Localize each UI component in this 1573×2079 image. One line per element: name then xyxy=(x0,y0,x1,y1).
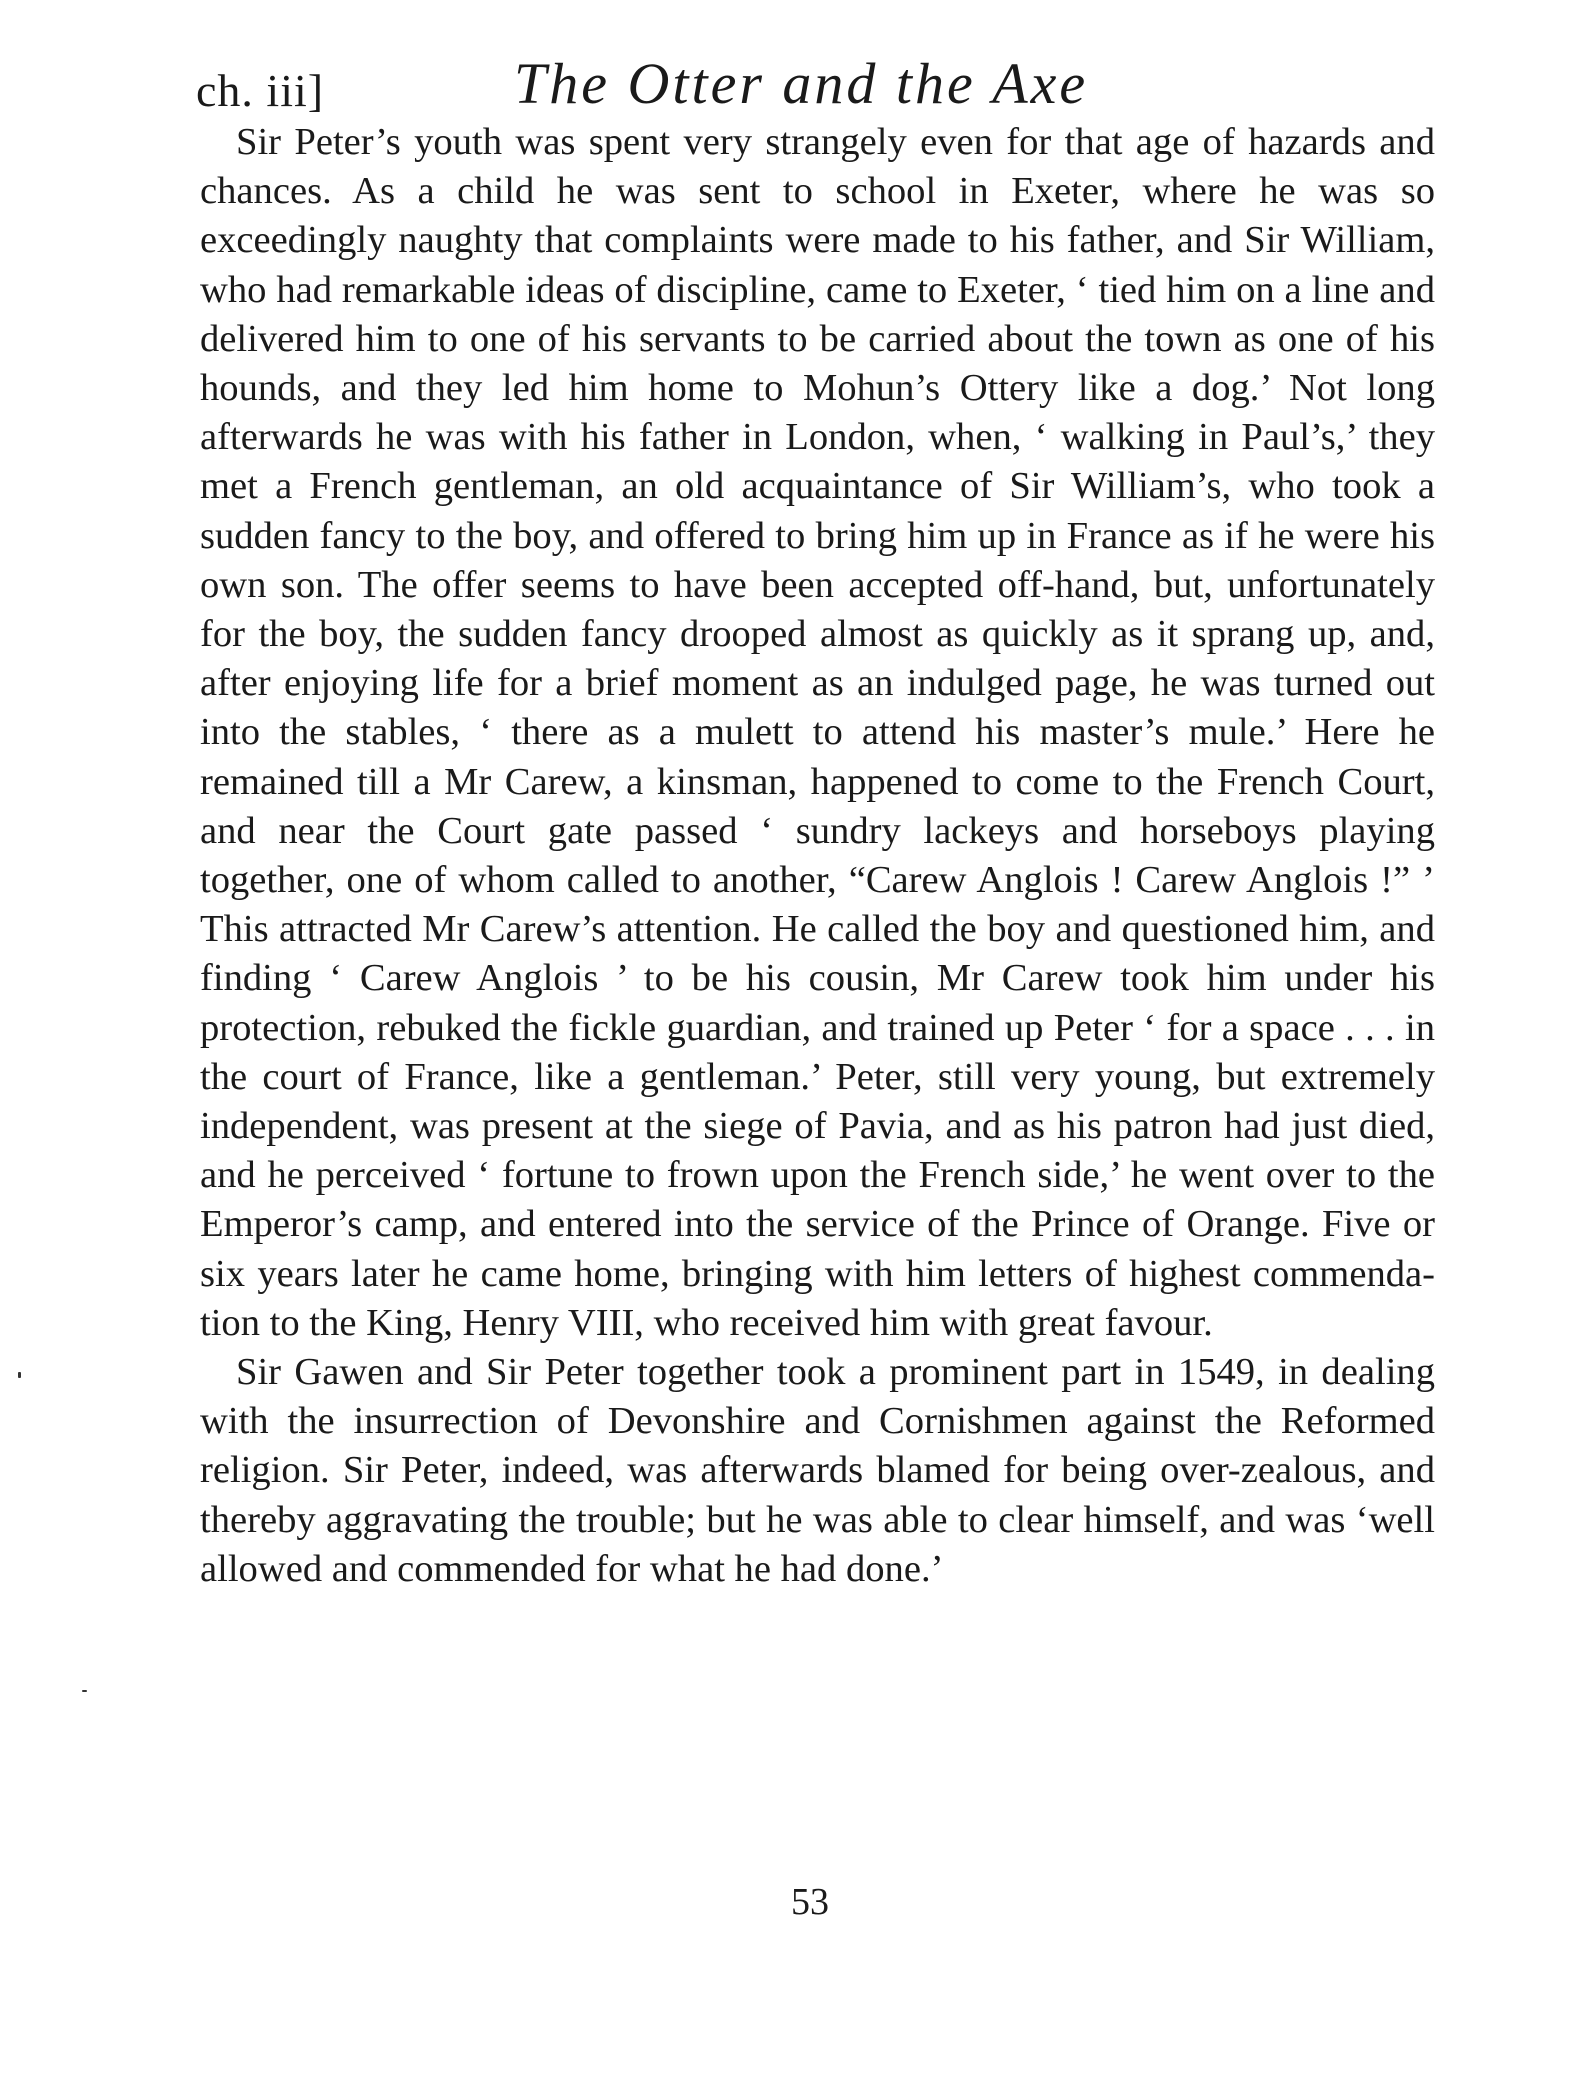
paragraph: Sir Peter’s youth was spent very strangely even for that age of hazards and chances. As a child he was sent to school in Exeter, where he was so exceedingly naughty that complaints were made to his father, and Sir William, who had remarkable ideas of discipline, came to Exeter, ‘ tied him on a line and delivered him to one of his servants to be carried about the town as one of his hounds, and they led him home to Mohun’s Ottery like a dog.’ Not long afterwards he was with his father in London, when, ‘ walking in Paul’s,’ they met a French gentleman, an old acquaintance of Sir William’s, who took a sudden fancy to the boy, and offered to bring him up in France as if he were his own son. The offer seems to have been accepted off-hand, but, unfortunately for the boy, the sudden fancy drooped almost as quickly as it sprang up, and, after enjoying life for a brief moment as an indulged page, he was turned out into the stables, ‘ there as a mulett to attend his master’s mule.’ Here he remained till a Mr Carew, a kinsman, happened to come to the French Court, and near the Court gate passed ‘ sundry lackeys and horseboys playing together, one of whom called to another, “Carew Anglois ! Carew Anglois !” ’ This attracted Mr Carew’s attention. He called the boy and questioned him, and finding ‘ Carew Anglois ’ to be his cousin, Mr Carew took him under his protection, rebuked the fickle guardian, and trained up Peter ‘ for a space . . . in the court of France, like a gentleman.’ Peter, still very young, but extremely independent, was present at the siege of Pavia, and as his patron had just died, and he perceived ‘ fortune to frown upon the French side,’ he went over to the Emperor’s camp, and entered into the service of the Prince of Orange. Five or six years later he came home, bringing with him letters of highest commendation to the King, Henry VIII, who received him with great favour. xyxy=(200,121,1435,1344)
chapter-label: ch. iii] xyxy=(196,65,325,116)
ink-speck xyxy=(18,1372,21,1378)
paragraph: Sir Gawen and Sir Peter together took a prominent part in 1549, in dealing with the insurrection of Devonshire and Cornishmen against the Reformed religion. Sir Peter, indeed, was afterwards blamed for being over-zealous, and thereby aggravating the trouble; but he was able to clear himself, and was ‘well allowed and commended for what he had done.’ xyxy=(200,1351,1435,1590)
running-title: The Otter and the Axe xyxy=(514,51,1089,116)
ink-speck xyxy=(82,1690,87,1692)
body-text xyxy=(200,118,1435,1594)
page-number: 53 xyxy=(791,1881,829,1923)
